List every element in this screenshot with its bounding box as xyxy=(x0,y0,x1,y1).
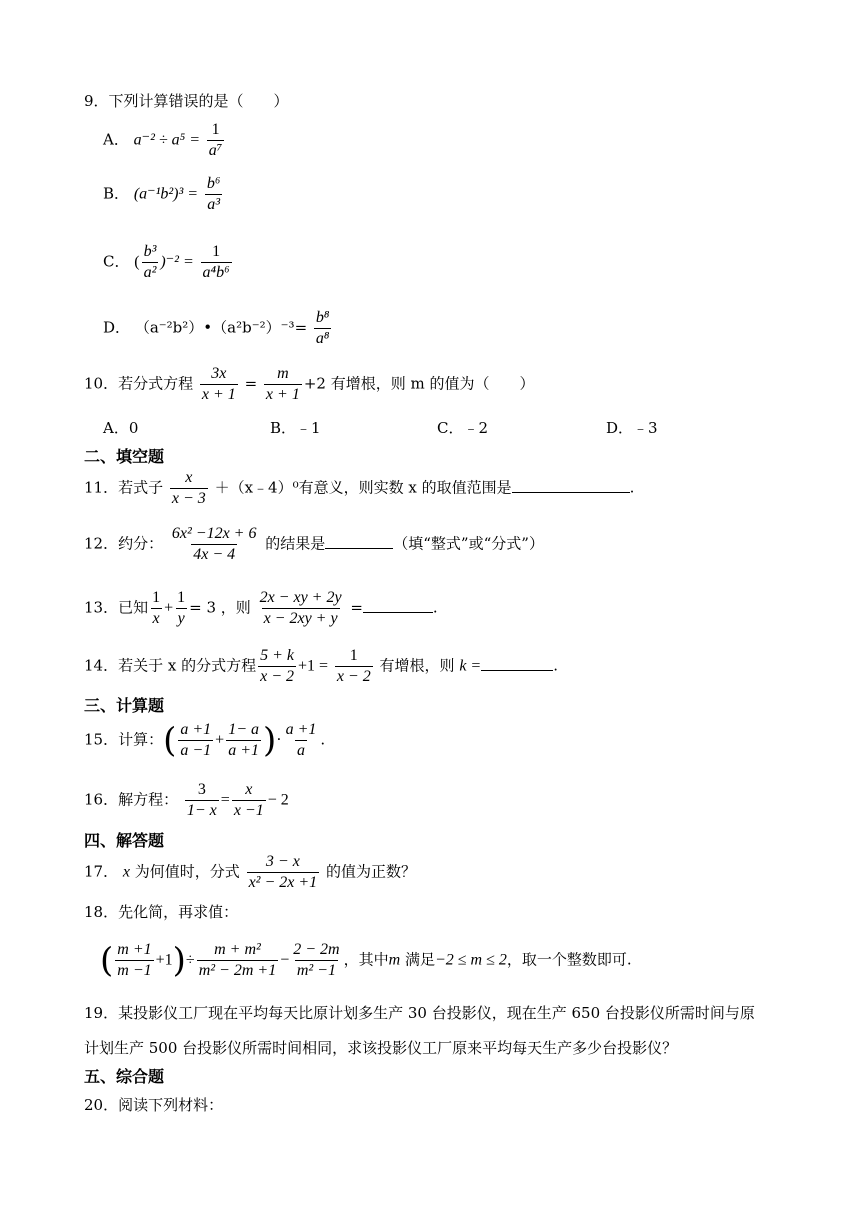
fraction xyxy=(170,468,208,509)
fraction xyxy=(197,940,279,981)
numerator: 3 − x xyxy=(265,853,300,870)
q12 xyxy=(84,524,544,565)
question-text: ＋（x﹣4）⁰有意义，则实数 x 的取值范围是 xyxy=(214,478,512,497)
numerator: m xyxy=(277,365,289,382)
left-paren: ( xyxy=(100,940,114,981)
fraction xyxy=(201,242,232,283)
fraction xyxy=(205,174,223,215)
period: . xyxy=(432,598,438,617)
left-paren: ( xyxy=(163,720,177,761)
math-rhs: )⁻² = xyxy=(160,253,194,271)
fraction xyxy=(115,940,153,981)
option-label: D． xyxy=(103,318,131,337)
fraction xyxy=(232,780,266,821)
answer-blank[interactable] xyxy=(363,598,433,613)
question-text: ，其中 xyxy=(343,950,389,969)
numerator: 1 xyxy=(177,589,186,606)
numerator: 2 − 2m xyxy=(293,941,340,958)
fraction xyxy=(150,588,162,629)
fraction xyxy=(185,780,219,821)
question-text: 10．若分式方程 xyxy=(84,374,194,393)
minus-sign: − xyxy=(280,951,290,969)
fraction xyxy=(284,720,319,761)
math-lhs: (a⁻¹b²)³ = xyxy=(133,185,199,203)
equals-sign: = xyxy=(244,374,258,393)
numerator: 1 xyxy=(152,589,161,606)
fraction xyxy=(207,120,225,161)
fraction xyxy=(314,308,332,349)
section-heading-calculation: 三、计算题 xyxy=(84,696,165,715)
denominator: a⁷ xyxy=(208,142,223,159)
denominator: x xyxy=(152,610,160,627)
fraction xyxy=(258,646,296,687)
fraction xyxy=(226,720,261,761)
numerator: 1 xyxy=(212,243,221,260)
numerator: 6x² −12x + 6 xyxy=(171,525,257,542)
question-text: 16．解方程： xyxy=(84,790,179,809)
numerator: b⁸ xyxy=(315,309,330,326)
math-variable: x xyxy=(122,863,130,881)
answer-blank[interactable] xyxy=(325,534,393,549)
numerator: x xyxy=(185,469,193,486)
numerator: x xyxy=(245,781,253,798)
numerator: 5 + k xyxy=(260,647,294,664)
option-label: A． xyxy=(103,130,129,149)
numerator: a +1 xyxy=(285,721,317,738)
open-paren: ( xyxy=(134,253,140,271)
math-operator: +1 = xyxy=(298,657,329,675)
denominator: m² − 2m +1 xyxy=(198,962,277,979)
numerator: m +1 xyxy=(117,941,152,958)
question-text: 14．若关于 x 的分式方程 xyxy=(84,656,257,675)
q9-option-d xyxy=(103,308,333,349)
q10-option-a: A．0 xyxy=(103,419,139,437)
question-text: ，取一个整数即可. xyxy=(506,950,632,969)
question-text: 12．约分： xyxy=(84,534,164,553)
question-hint: （填“整式”或“分式”） xyxy=(393,534,544,553)
denominator: x + 1 xyxy=(265,386,300,403)
plus-sign: + xyxy=(164,599,174,617)
fraction xyxy=(175,588,187,629)
right-paren: ) xyxy=(262,720,277,761)
denominator: a −1 xyxy=(180,742,212,759)
fraction xyxy=(335,646,373,687)
section-heading-fill-in: 二、填空题 xyxy=(84,447,165,466)
math-lhs: a⁻² ÷ a⁵ = xyxy=(133,131,201,149)
question-text: 的结果是 xyxy=(265,534,326,553)
numerator: a +1 xyxy=(180,721,212,738)
q19-line-1: 19．某投影仪工厂现在平均每天比原计划多生产 30 台投影仪，现在生产 650 台投影仪所需时间与原 xyxy=(84,1004,755,1022)
math-term: +1 xyxy=(155,951,173,969)
divide-sign: ÷ xyxy=(185,951,195,969)
fraction xyxy=(200,364,238,405)
option-label: C． xyxy=(103,252,130,271)
question-text: 为何值时，分式 xyxy=(134,862,240,881)
math-variable: k = xyxy=(459,657,482,675)
denominator: y xyxy=(177,610,185,627)
fraction xyxy=(178,720,213,761)
numerator: 1− a xyxy=(228,721,259,738)
denominator: m −1 xyxy=(117,962,152,979)
math-expression: （a⁻²b²）•（a²b⁻²）⁻³= xyxy=(134,318,308,337)
answer-blank[interactable] xyxy=(481,656,553,671)
denominator: m² −1 xyxy=(296,962,336,979)
fraction xyxy=(291,940,341,981)
fraction xyxy=(170,524,259,565)
numerator: m + m² xyxy=(214,941,261,958)
q15 xyxy=(84,720,325,761)
q10-option-b: B．﹣1 xyxy=(270,419,321,437)
q13 xyxy=(84,588,438,629)
math-tail: − 2 xyxy=(267,791,289,809)
option-label: B． xyxy=(103,184,130,203)
right-paren: ) xyxy=(172,940,186,981)
q18-expression xyxy=(100,940,632,981)
equals-sign: = xyxy=(350,598,363,617)
fraction xyxy=(247,852,320,893)
denominator: x − 2 xyxy=(260,668,294,685)
question-text: 11．若式子 xyxy=(84,478,164,497)
numerator: 1 xyxy=(349,647,358,664)
question-text: 的值为正数？ xyxy=(325,862,416,881)
fraction xyxy=(264,364,302,405)
numerator: 2x − xy + 2y xyxy=(259,589,342,606)
plus-sign: + xyxy=(215,731,225,749)
denominator: x + 1 xyxy=(201,386,236,403)
q18-stem: 18．先化简，再求值： xyxy=(84,903,239,921)
denominator: x² − 2x +1 xyxy=(248,874,318,891)
section-heading-answer: 四、解答题 xyxy=(84,831,165,850)
q14 xyxy=(84,646,558,687)
q9-option-a xyxy=(103,120,226,161)
denominator: x − 2 xyxy=(336,668,371,685)
period: . xyxy=(320,730,326,749)
q10-option-c: C．﹣2 xyxy=(437,419,489,437)
q10-option-d: D．﹣3 xyxy=(606,419,658,437)
period: . xyxy=(629,478,635,497)
fraction xyxy=(258,588,344,629)
section-heading-comprehensive: 五、综合题 xyxy=(84,1067,165,1086)
numerator: 1 xyxy=(211,121,220,138)
q16 xyxy=(84,780,289,821)
period: . xyxy=(553,656,558,675)
numerator: 3 xyxy=(197,781,206,798)
question-text: = 3 ，则 xyxy=(189,598,251,617)
denominator: a⁸ xyxy=(315,330,330,347)
q9-option-b xyxy=(103,174,224,215)
q10-stem xyxy=(84,364,534,405)
dot-operator: · xyxy=(276,731,282,749)
answer-blank[interactable] xyxy=(512,478,630,493)
denominator: 1− x xyxy=(186,802,217,819)
denominator: x − 2xy + y xyxy=(263,610,338,627)
question-text: 15．计算： xyxy=(84,730,164,749)
q9-stem: 9．下列计算错误的是（ ） xyxy=(84,92,289,110)
numerator: b⁶ xyxy=(206,175,221,192)
denominator: a⁴b⁶ xyxy=(202,264,230,281)
denominator: x −1 xyxy=(233,802,264,819)
question-text: 满足 xyxy=(404,950,435,969)
equals-sign: = xyxy=(220,791,230,809)
numerator: 3x xyxy=(211,365,227,382)
denominator: a³ xyxy=(207,196,221,213)
denominator: a² xyxy=(143,264,157,281)
q11 xyxy=(84,468,634,509)
question-text: +2 有增根，则 m 的值为（ ） xyxy=(303,374,535,393)
q17 xyxy=(84,852,416,893)
question-text: 有增根，则 xyxy=(379,656,455,675)
question-text: 17． xyxy=(84,862,119,881)
denominator: 4x − 4 xyxy=(193,546,236,563)
denominator: a +1 xyxy=(228,742,259,759)
q19-line-2: 计划生产 500 台投影仪所需时间相同，求该投影仪工厂原来平均每天生产多少台投影仪？ xyxy=(84,1039,678,1057)
q9-option-c xyxy=(103,242,234,283)
numerator: b³ xyxy=(143,243,157,260)
fraction xyxy=(142,242,159,283)
denominator: x − 3 xyxy=(171,490,206,507)
denominator: a xyxy=(296,742,305,759)
math-variable: m xyxy=(388,951,401,969)
q20: 20．阅读下列材料： xyxy=(84,1096,224,1114)
question-text: 13．已知 xyxy=(84,598,149,617)
math-range: −2 ≤ m ≤ 2 xyxy=(434,951,507,969)
